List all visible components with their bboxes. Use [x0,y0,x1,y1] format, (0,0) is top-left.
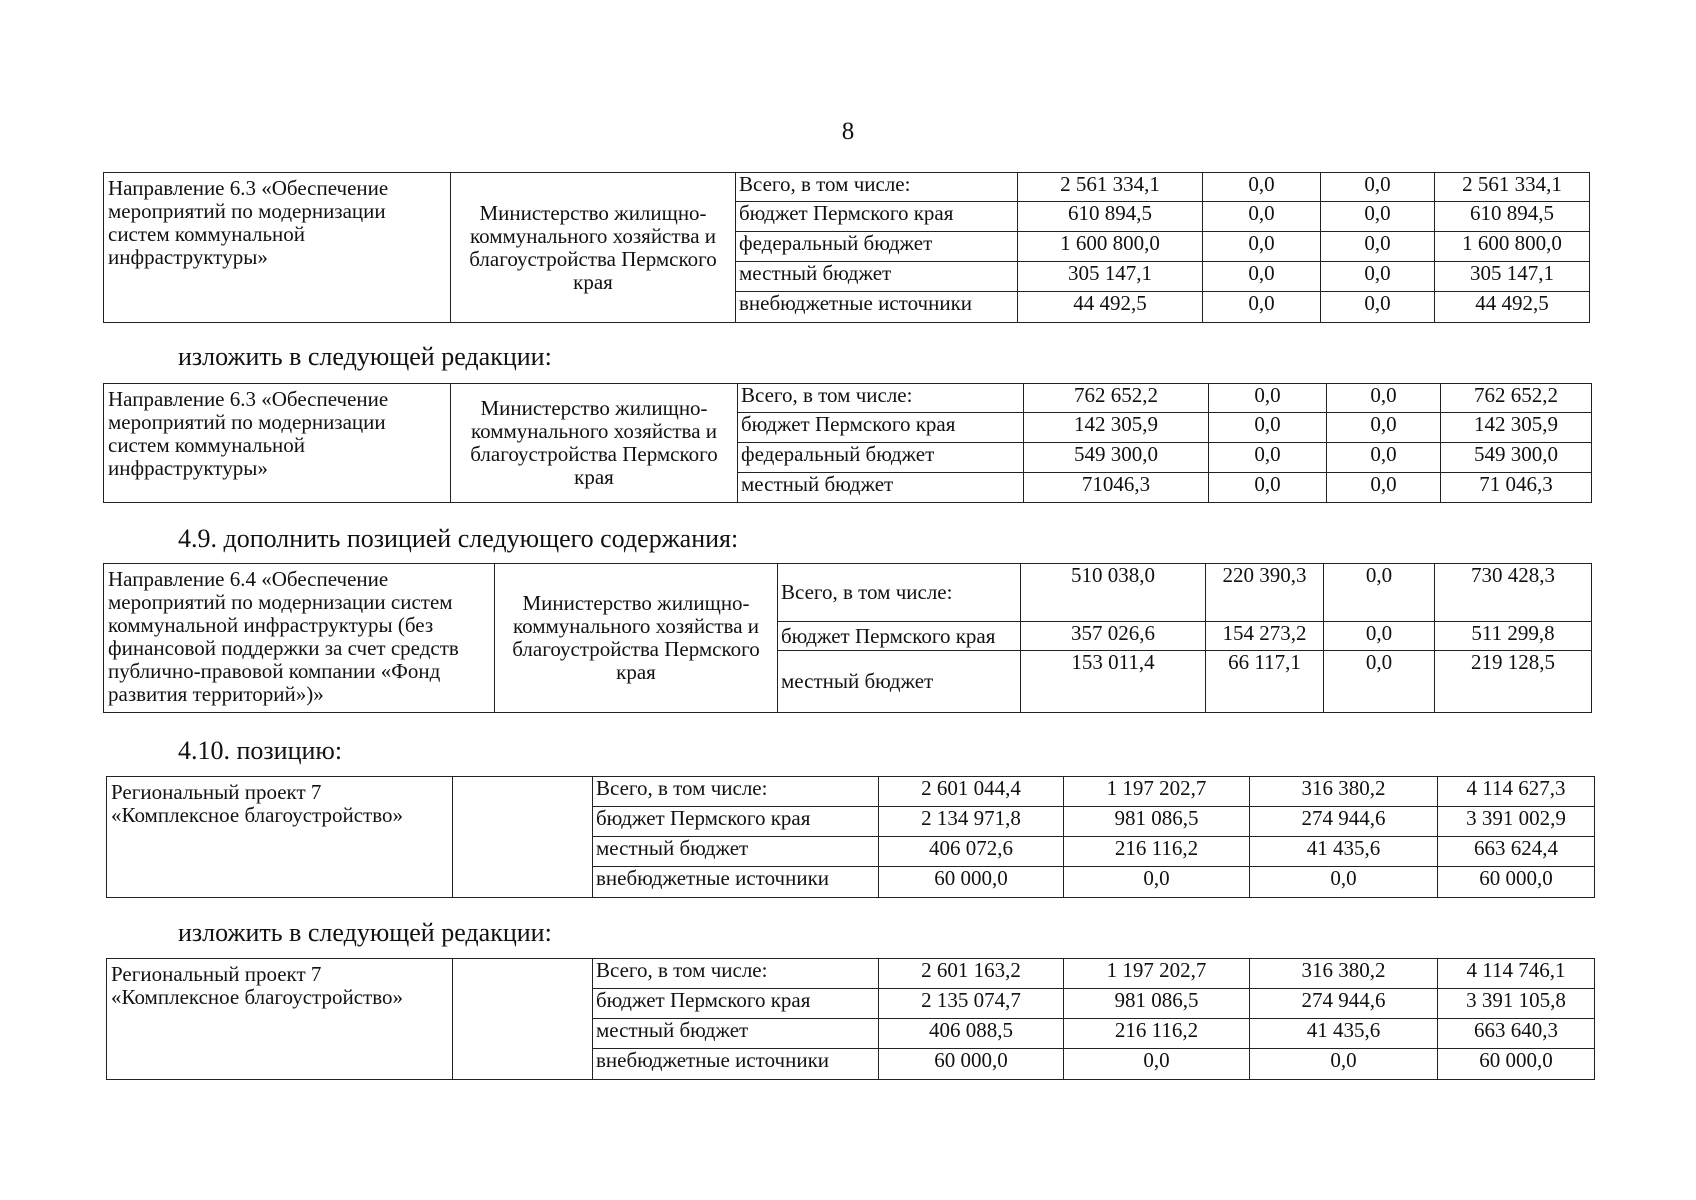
value-cell: 981 086,5 [1064,989,1250,1019]
responsible-org: Министерство жилищно-коммунального хозяйства и благоустройства Пермского края [451,384,738,503]
value-cell: 510 038,0 [1021,564,1206,622]
value-cell: 663 624,4 [1438,837,1595,867]
value-cell: 610 894,5 [1018,202,1203,232]
value-cell: 762 652,2 [1024,384,1209,413]
row-label: Всего, в том числе: [736,173,1018,202]
value-cell: 0,0 [1203,262,1321,292]
value-cell: 2 601 044,4 [879,777,1064,807]
value-cell: 0,0 [1209,473,1327,503]
value-cell: 0,0 [1209,384,1327,413]
value-cell: 0,0 [1324,622,1435,651]
value-cell: 0,0 [1321,262,1435,292]
value-cell: 406 088,5 [879,1019,1064,1049]
value-cell: 60 000,0 [1438,867,1595,898]
value-cell: 0,0 [1064,867,1250,898]
value-cell: 663 640,3 [1438,1019,1595,1049]
row-label: бюджет Пермского края [778,622,1021,651]
value-cell: 981 086,5 [1064,807,1250,837]
row-label: местный бюджет [593,1019,879,1049]
row-label: бюджет Пермского края [736,202,1018,232]
value-cell: 41 435,6 [1250,837,1438,867]
instruction-position: 4.10. позицию: [178,736,343,765]
value-cell: 66 117,1 [1206,651,1324,713]
table-direction-6-3-new [103,383,1592,503]
value-cell: 406 072,6 [879,837,1064,867]
value-cell: 71 046,3 [1441,473,1592,503]
row-label: бюджет Пермского края [738,413,1024,443]
row-label: бюджет Пермского края [593,807,879,837]
value-cell: 0,0 [1324,651,1435,713]
value-cell: 1 197 202,7 [1064,959,1250,989]
row-label: бюджет Пермского края [593,989,879,1019]
row-label: Всего, в том числе: [593,777,879,807]
value-cell: 0,0 [1064,1049,1250,1080]
value-cell: 0,0 [1203,292,1321,323]
value-cell: 0,0 [1209,443,1327,473]
value-cell: 216 116,2 [1064,837,1250,867]
value-cell: 4 114 746,1 [1438,959,1595,989]
table-direction-6-3-old [103,172,1590,323]
value-cell: 0,0 [1203,173,1321,202]
value-cell: 4 114 627,3 [1438,777,1595,807]
table-regional-project-7-old [106,776,1595,898]
value-cell: 0,0 [1321,232,1435,262]
value-cell: 2 561 334,1 [1018,173,1203,202]
direction-name: Направление 6.4 «Обеспечение мероприятий по модернизации систем коммунальной инфраструктуры (без финансовой поддержки за счет средств публично-правовой компании «Фонд развития территорий»)» [104,564,495,713]
value-cell: 762 652,2 [1441,384,1592,413]
value-cell: 274 944,6 [1250,989,1438,1019]
value-cell: 60 000,0 [879,1049,1064,1080]
value-cell: 357 026,6 [1021,622,1206,651]
instruction-restate-2: изложить в следующей редакции: [178,918,552,947]
value-cell: 549 300,0 [1441,443,1592,473]
row-label: федеральный бюджет [736,232,1018,262]
value-cell: 142 305,9 [1024,413,1209,443]
value-cell: 142 305,9 [1441,413,1592,443]
row-label: местный бюджет [736,262,1018,292]
value-cell: 1 197 202,7 [1064,777,1250,807]
value-cell: 0,0 [1321,173,1435,202]
value-cell: 44 492,5 [1018,292,1203,323]
project-name: Региональный проект 7 «Комплексное благоустройство» [107,959,453,1080]
value-cell: 2 601 163,2 [879,959,1064,989]
value-cell: 41 435,6 [1250,1019,1438,1049]
value-cell: 316 380,2 [1250,777,1438,807]
value-cell: 0,0 [1324,564,1435,622]
row-label: внебюджетные источники [593,1049,879,1080]
value-cell: 44 492,5 [1435,292,1590,323]
instruction-restate: изложить в следующей редакции: [178,342,552,371]
value-cell: 219 128,5 [1435,651,1592,713]
value-cell: 3 391 105,8 [1438,989,1595,1019]
page-number: 8 [841,118,855,145]
row-label: федеральный бюджет [738,443,1024,473]
value-cell: 2 561 334,1 [1435,173,1590,202]
value-cell: 0,0 [1203,232,1321,262]
direction-name: Направление 6.3 «Обеспечение мероприятий по модернизации систем коммунальной инфраструктуры» [104,173,451,323]
value-cell: 216 116,2 [1064,1019,1250,1049]
value-cell: 153 011,4 [1021,651,1206,713]
row-label: местный бюджет [593,837,879,867]
instruction-add-position: 4.9. дополнить позицией следующего содержания: [178,524,739,553]
value-cell: 0,0 [1209,413,1327,443]
project-name: Региональный проект 7 «Комплексное благоустройство» [107,777,453,898]
value-cell: 0,0 [1327,384,1441,413]
value-cell: 71046,3 [1024,473,1209,503]
value-cell: 316 380,2 [1250,959,1438,989]
value-cell: 220 390,3 [1206,564,1324,622]
value-cell: 0,0 [1321,202,1435,232]
value-cell: 60 000,0 [879,867,1064,898]
row-label: Всего, в том числе: [778,564,1021,622]
value-cell: 0,0 [1327,443,1441,473]
direction-name: Направление 6.3 «Обеспечение мероприятий по модернизации систем коммунальной инфраструктуры» [104,384,451,503]
value-cell: 0,0 [1327,473,1441,503]
value-cell: 0,0 [1327,413,1441,443]
value-cell: 2 134 971,8 [879,807,1064,837]
responsible-org [453,959,593,1080]
row-label: Всего, в том числе: [593,959,879,989]
value-cell: 0,0 [1203,202,1321,232]
value-cell: 305 147,1 [1435,262,1590,292]
row-label: внебюджетные источники [736,292,1018,323]
responsible-org [453,777,593,898]
value-cell: 511 299,8 [1435,622,1592,651]
value-cell: 154 273,2 [1206,622,1324,651]
responsible-org: Министерство жилищно-коммунального хозяйства и благоустройства Пермского края [451,173,736,323]
value-cell: 0,0 [1250,1049,1438,1080]
responsible-org: Министерство жилищно-коммунального хозяйства и благоустройства Пермского края [495,564,778,713]
row-label: местный бюджет [778,651,1021,713]
value-cell: 2 135 074,7 [879,989,1064,1019]
value-cell: 3 391 002,9 [1438,807,1595,837]
table-direction-6-4 [103,563,1592,713]
table-regional-project-7-new [106,958,1595,1080]
value-cell: 1 600 800,0 [1018,232,1203,262]
value-cell: 730 428,3 [1435,564,1592,622]
row-label: местный бюджет [738,473,1024,503]
value-cell: 60 000,0 [1438,1049,1595,1080]
value-cell: 305 147,1 [1018,262,1203,292]
value-cell: 610 894,5 [1435,202,1590,232]
value-cell: 274 944,6 [1250,807,1438,837]
value-cell: 0,0 [1321,292,1435,323]
value-cell: 0,0 [1250,867,1438,898]
row-label: Всего, в том числе: [738,384,1024,413]
value-cell: 1 600 800,0 [1435,232,1590,262]
value-cell: 549 300,0 [1024,443,1209,473]
row-label: внебюджетные источники [593,867,879,898]
